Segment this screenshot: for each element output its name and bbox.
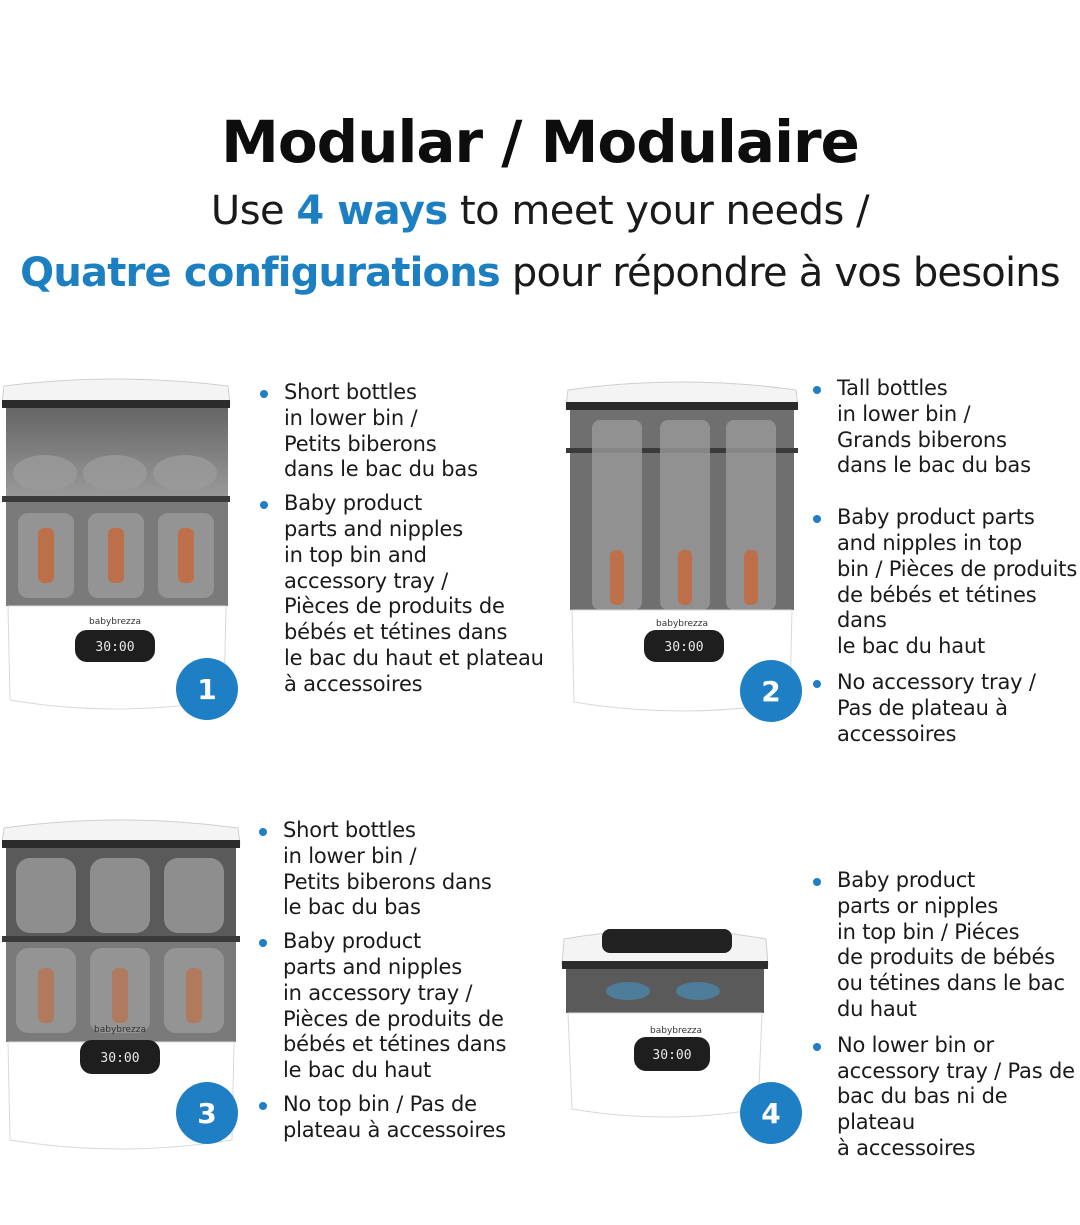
brand-logo-1: babybrezza (89, 617, 141, 627)
config-number-badge-2: 2 (740, 660, 802, 722)
subtitle-french-text: pour répondre à vos besoins (499, 250, 1060, 296)
display-readout-1: 30:00 (95, 640, 135, 655)
brand-logo-3: babybrezza (94, 1025, 146, 1035)
display-readout-4: 30:00 (652, 1048, 692, 1063)
config-4-bullets (811, 868, 1080, 1162)
subtitle-text: Use (210, 188, 297, 234)
list-item: Short bottles in lower bin / Petits biberons dans le bac du bas (257, 818, 506, 921)
display-readout-2: 30:00 (664, 640, 704, 655)
config-number-badge-4: 4 (740, 1082, 802, 1144)
list-item: No lower bin or accessory tray / Pas de bac du bas ni de plateau à accessoires (811, 1033, 1080, 1162)
config-number-badge-1: 1 (176, 658, 238, 720)
subtitle-french (0, 250, 1080, 296)
display-readout-3: 30:00 (100, 1051, 140, 1066)
page-title: Modular / Modulaire (221, 108, 859, 176)
list-item: Baby product parts and nipples in accessory tray / Pièces de produits de bébés et tétines dans le bac du haut (257, 929, 506, 1084)
list-item: Tall bottles in lower bin / Grands biberons dans le bac du bas (811, 376, 1080, 479)
list-item: Baby product parts and nipples in top bin / Pièces de produits de bébés et tétines dans le bac du haut (811, 505, 1080, 660)
config-1-bullets (258, 380, 544, 698)
subtitle-text-end: to meet your needs / (447, 188, 870, 234)
subtitle-emphasis: 4 ways (296, 188, 448, 234)
config-3-bullets (257, 818, 506, 1144)
config-2-bullets (811, 376, 1080, 747)
sterilizer-config-4-image (558, 925, 773, 1125)
list-item: Baby product parts and nipples in top bin and accessory tray / Pièces de produits de bébés et tétines dans le bac du haut et plateau à accessoires (258, 491, 544, 697)
brand-logo-2: babybrezza (656, 619, 708, 629)
list-item: No accessory tray / Pas de plateau à accessoires (811, 670, 1080, 747)
list-item: No top bin / Pas de plateau à accessoires (257, 1092, 506, 1144)
brand-logo-4: babybrezza (650, 1026, 702, 1036)
subtitle-french-emphasis: Quatre configurations (20, 250, 500, 296)
subtitle-english (0, 188, 1080, 234)
list-item: Short bottles in lower bin / Petits biberons dans le bac du bas (258, 380, 544, 483)
config-number-badge-3: 3 (176, 1082, 238, 1144)
list-item: Baby product parts or nipples in top bin / Piéces de produits de bébés ou tétines dans le bac du haut (811, 868, 1080, 1023)
